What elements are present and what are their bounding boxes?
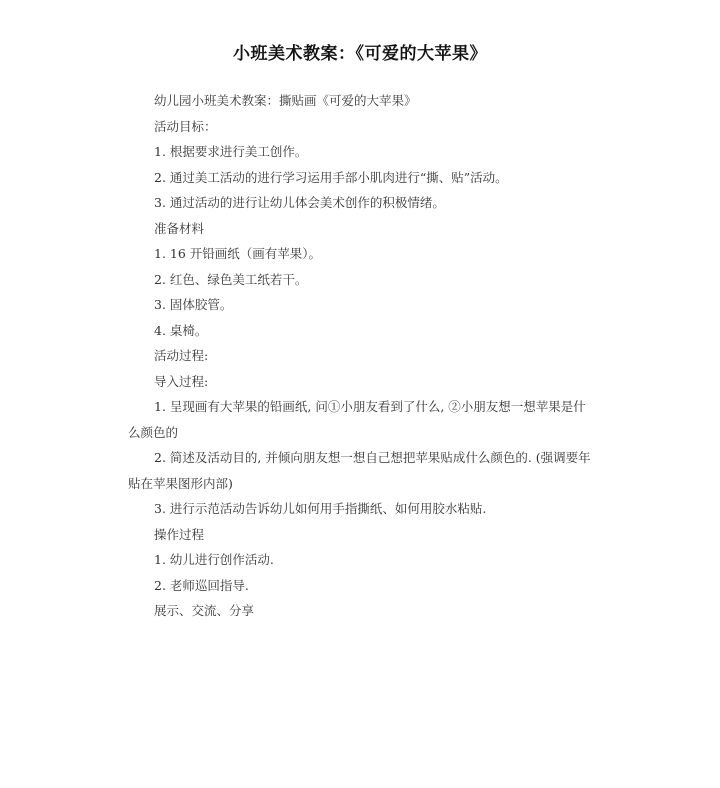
goal-item: 2. 通过美工活动的进行学习运用手部小肌肉进行“撕、贴”活动。 xyxy=(154,169,508,185)
intro-step: 2. 简述及活动目的, 并倾向朋友想一想自己想把苹果贴成什么颜色的. (强调要年贴在苹果图形内部) xyxy=(128,450,591,491)
section-heading-operation: 操作过程 xyxy=(154,526,205,542)
section-heading-materials: 准备材料 xyxy=(154,220,205,236)
material-item: 4. 桌椅。 xyxy=(154,322,208,338)
operation-step: 1. 幼儿进行创作活动. xyxy=(154,552,274,567)
material-item: 3. 固体胶管。 xyxy=(154,297,233,312)
intro-step: 3. 进行示范活动告诉幼儿如何用手指撕纸、如何用胶水粘贴. xyxy=(154,501,487,516)
document-body xyxy=(128,88,596,624)
section-heading-share: 展示、交流、分享 xyxy=(154,603,255,618)
intro-step: 1. 呈现画有大苹果的铅画纸, 问①小朋友看到了什么, ②小朋友想一想苹果是什么颜色的 xyxy=(128,399,586,440)
material-item: 1. 16 开铅画纸（画有苹果）。 xyxy=(154,246,322,261)
goal-item: 1. 根据要求进行美工创作。 xyxy=(154,144,308,159)
section-heading-process: 活动过程: xyxy=(154,348,209,363)
goal-item: 3. 通过活动的进行让幼儿体会美术创作的积极情绪。 xyxy=(154,195,445,210)
document-title: 小班美术教案：《可爱的大苹果》 xyxy=(233,44,487,64)
section-heading-goals: 活动目标： xyxy=(154,118,217,134)
material-item: 2. 红色、绿色美工纸若干。 xyxy=(154,271,308,287)
intro-line: 幼儿园小班美术教案：撕贴画《可爱的大苹果》 xyxy=(154,93,417,108)
section-heading-intro: 导入过程: xyxy=(154,373,209,389)
operation-step: 2. 老师巡回指导. xyxy=(154,577,249,593)
